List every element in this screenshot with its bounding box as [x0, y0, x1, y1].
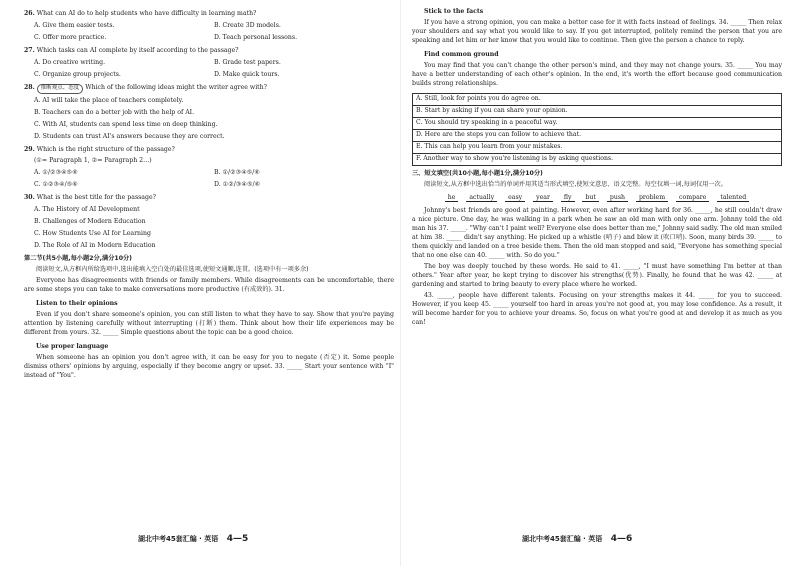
question-number: 26. [24, 10, 35, 17]
option: D. ①②/③④⑤/⑥ [214, 180, 261, 188]
box-option: B. Start by asking if you can share your opinion. [413, 106, 781, 118]
word: actually [466, 194, 497, 202]
question-29 [24, 146, 394, 190]
question-stem: What can AI do to help students who have difficulty in learning math? [36, 10, 257, 17]
question-stem: Which of the following ideas might the writer agree with? [85, 83, 267, 91]
right-column [412, 6, 782, 330]
passage-subheading: Use proper language [36, 342, 109, 350]
option: A. ①/②③④⑤⑥ [34, 168, 78, 176]
word: compare [676, 194, 709, 202]
question-number: 30. [24, 193, 35, 201]
option: D. Students can trust AI's answers because they are correct. [34, 132, 225, 140]
question-stem: What is the best title for the passage? [36, 193, 156, 201]
section-title: 第二节(共5小题,每小题2分,满分10分) [24, 254, 133, 262]
option: B. Challenges of Modern Education [34, 217, 146, 225]
passage-paragraph: If you have a strong opinion, you can make a better case for it with facts instead of feelings. 34. _____ Then relax your shoulders and say what you would like to say. If you get interrupted, politely remind the person that you are speaking and let him or her know that you would like to continue. Then give the person a chance to reply. [412, 18, 782, 44]
question-number: 29. [24, 145, 35, 153]
footer-title: 湖北中考45套汇编 · 英语 [522, 535, 603, 543]
page-divider [400, 0, 401, 566]
option: B. Teachers can do a better job with the help of AI. [34, 108, 195, 116]
option: B. Grade test papers. [214, 58, 281, 66]
question-note: (①= Paragraph 1, ②= Paragraph 2…) [34, 156, 152, 164]
question-stem: Which is the right structure of the passage? [36, 145, 175, 153]
passage-paragraph: You may find that you can't change the other person's mind, and they may not change yours. 35. _____ You may have a better understanding of each other's opinion. In the end, it's worth the effort because good communication builds strong relationships. [412, 61, 782, 87]
option: B. Create 3D models. [214, 21, 281, 29]
question-30 [24, 194, 394, 251]
section-title: 三、短文填空(共10小题,每小题1分,满分10分) [412, 169, 543, 177]
option: B. ①/②③④⑤/⑥ [214, 168, 260, 176]
passage-paragraph: The boy was deeply touched by these words. He said to 41. _____, "I must have something I'm better at than others." Year after year, he kept trying to discover his strengths(优势). Finally, he found that he was 42. _____ at gardening and started to bring beauty to every place where he worked. [412, 262, 782, 288]
box-option: D. Here are the steps you can follow to achieve that. [413, 130, 781, 142]
passage-subheading: Listen to their opinions [36, 299, 118, 307]
passage-paragraph: Even if you don't share someone's opinion, you can still listen to what they have to say. Show that you're paying attention by listening carefully without interrupting (打断) them. Think about how their life experiences may be different from yours. 32. _____ Simple questions about the topic can be a good choice. [24, 310, 394, 336]
box-option: A. Still, look for points you do agree on. [413, 94, 781, 106]
option: C. Offer more practice. [34, 33, 107, 41]
option: C. ①②③④/⑤⑥ [34, 180, 78, 188]
left-column [24, 6, 394, 382]
option: A. Give them easier tests. [34, 21, 115, 29]
question-26 [24, 10, 394, 43]
option: D. Teach personal lessons. [214, 33, 298, 41]
option: D. Make quick tours. [214, 70, 280, 78]
footer-right [522, 534, 632, 544]
box-option: C. You should try speaking in a peaceful way. [413, 118, 781, 130]
passage-paragraph: Everyone has disagreements with friends or family members. While disagreements can be uncomfortable, there are some steps you can take to make conversations more productive (有成效的). 31. [24, 276, 394, 293]
question-type-tag: 推断观点、态度 [37, 84, 84, 94]
footer-title: 湖北中考45套汇编 · 英语 [138, 535, 219, 543]
passage-paragraph: When someone has an opinion you don't agree with, it can be easy for you to negate (否定) it. Some people dismiss others' opinions by arguing, especially if they become angry or upset. 33. _____ Start your sentence with "I" instead of "You". [24, 353, 394, 379]
option: A. Do creative writing. [34, 58, 106, 66]
option: D. The Role of AI in Modern Education [34, 241, 156, 249]
options-box [412, 93, 782, 166]
passage-paragraph: Johnny's best friends are good at painting. However, even after working hard for 36. _____, he still couldn't draw a nice picture. One day, he was walking in a park when he saw an old man with only one arm. Johnny told the old man his 37. _____. "Why can't I paint well? Everyone else does better than me," Johnny said sadly. The old man smiled at him 38. _____ didn't say anything. He picked up a whistle (哨子) and blew it (吹口哨). Soon, many birds 39. _____ to them quickly and landed on a tree beside them. Then the old man stopped and said, "Everyone has something special that no one else can 40. _____ with. So do you." [412, 206, 782, 259]
option: C. With AI, students can spend less time on deep thinking. [34, 120, 218, 128]
section-instructions: 阅读短文,从方框内所给选项中,选出能填入空白处的最佳选项,使短文通顺,连贯。(选项中有一项多余) [36, 265, 309, 273]
word: talented [717, 194, 749, 202]
question-number: 27. [24, 46, 35, 54]
passage-subheading: Stick to the facts [424, 8, 484, 15]
word: but [582, 194, 598, 202]
option: C. How Students Use AI for Learning [34, 229, 151, 237]
question-27 [24, 47, 394, 80]
question-number: 28. [24, 83, 35, 91]
option: A. AI will take the place of teachers completely. [34, 96, 184, 104]
word: problem [636, 194, 668, 202]
word: fly [561, 194, 575, 202]
word: year [533, 194, 553, 202]
question-28 [24, 84, 394, 142]
word: push [607, 194, 628, 202]
word-bank [412, 194, 782, 203]
word: he [445, 194, 459, 202]
box-option: F. Another way to show you're listening is by asking questions. [416, 154, 614, 162]
box-option: E. This can help you learn from your mistakes. [413, 142, 781, 154]
passage-paragraph: 43. _____, people have different talents. Focusing on your strengths makes it 44. _____ for you to succeed. However, if you keep 45. _____ yourself too hard in areas you're not good at, you may lose confidence. As a result, it will become harder for you to achieve your dreams. So, focus on what you're good at and develop it as much as you can! [412, 291, 782, 326]
option: A. The History of AI Development [34, 205, 140, 213]
page-number: 4—5 [226, 534, 249, 544]
footer-left [138, 534, 248, 544]
section-instructions: 阅读短文,从方框中选出恰当的单词并用其适当形式填空,使短文意思、语义完整。每空仅填一词,每词仅用一次。 [424, 180, 727, 188]
page-number: 4—6 [610, 534, 633, 544]
question-stem: Which tasks can AI complete by itself according to the passage? [36, 46, 239, 54]
passage-subheading: Find common ground [424, 50, 499, 58]
option: C. Organize group projects. [34, 70, 121, 78]
word: easy [505, 194, 525, 202]
